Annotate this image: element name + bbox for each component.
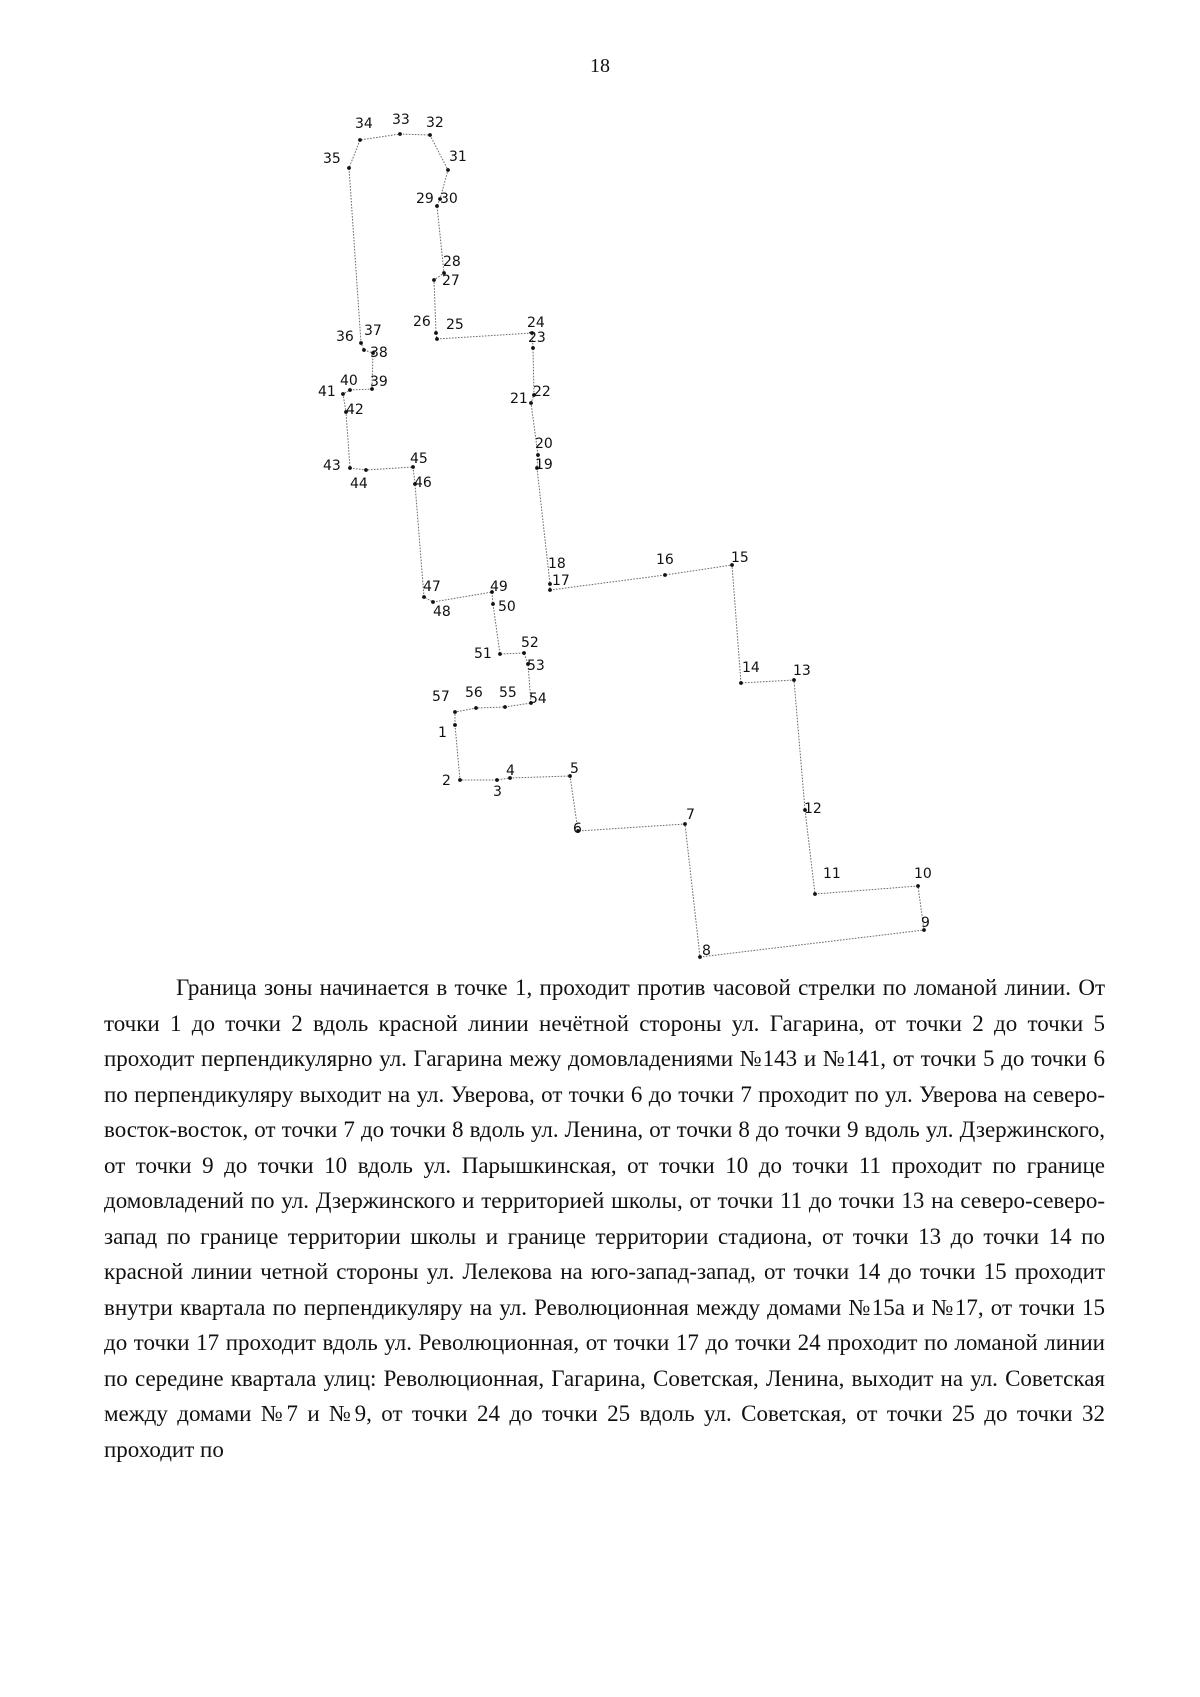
point-label-27: 27: [442, 273, 460, 289]
point-label-51: 51: [474, 646, 492, 662]
point-label-3: 3: [493, 784, 502, 800]
boundary-point-34: [358, 138, 362, 142]
boundary-point-27: [432, 278, 436, 282]
point-label-39: 39: [370, 374, 388, 390]
boundary-point-56: [474, 706, 478, 710]
boundary-points: [341, 132, 926, 959]
page-number: 18: [590, 55, 610, 77]
boundary-point-41: [341, 392, 345, 396]
point-label-30: 30: [440, 191, 458, 207]
point-label-22: 22: [533, 384, 551, 400]
point-label-24: 24: [527, 315, 545, 331]
point-label-40: 40: [340, 373, 358, 389]
zone-boundary-line: [343, 134, 924, 957]
point-label-12: 12: [804, 801, 822, 817]
boundary-point-16: [663, 573, 667, 577]
point-label-5: 5: [570, 761, 579, 777]
point-label-25: 25: [446, 317, 464, 333]
point-label-50: 50: [498, 599, 516, 615]
point-label-10: 10: [914, 866, 932, 882]
point-label-45: 45: [410, 451, 428, 467]
point-label-31: 31: [449, 149, 467, 165]
boundary-point-14: [739, 681, 743, 685]
point-label-41: 41: [318, 384, 336, 400]
point-label-48: 48: [433, 604, 451, 620]
boundary-point-37: [362, 348, 366, 352]
boundary-description: Граница зоны начинается в точке 1, проходит против часовой стрелки по ломаной линии. От точки 1 до точки 2 вдоль красной линии нечётной стороны ул. Гагарина, от точки 2 до точки 5 проходит перпендикулярно ул. Гагарина межу домовладениями №143 и №141, от точки 5 до точки 6 по перпендикуляру выходит на ул. Уверова, от точки 6 до точки 7 проходит по ул. Уверова на северо-восток-восток, от точки 7 до точки 8 вдоль ул. Ленина, от точки 8 до точки 9 вдоль ул. Дзержинского, от точки 9 до точки 10 вдоль ул. Парышкинская, от точки 10 до точки 11 проходит по границе домовладений по ул. Дзержинского и территорией школы, от точки 11 до точки 13 на северо-северо-запад по границе территории школы и границе территории стадиона, от точки 13 до точки 14 по красной линии четной стороны ул. Лелекова на юго-запад-запад, от точки 14 до точки 15 проходит внутри квартала по перпендикуляру на ул. Революционная между домами №15а и №17, от точки 15 до точки 17 проходит вдоль ул. Революционная, от точки 17 до точки 24 проходит по ломаной линии по середине квартала улиц: Революционная, Гагарина, Советская, Ленина, выходит на ул. Советская между домами №7 и №9, от точки 24 до точки 25 вдоль ул. Советская, от точки 25 до точки 32 проходит по: [104, 975, 1105, 1462]
point-label-26: 26: [413, 314, 431, 330]
point-label-32: 32: [426, 115, 444, 131]
point-label-49: 49: [490, 579, 508, 595]
boundary-point-1: [453, 723, 457, 727]
point-label-46: 46: [414, 475, 432, 491]
point-label-38: 38: [370, 345, 388, 361]
point-label-43: 43: [323, 458, 341, 474]
boundary-point-29: [435, 204, 439, 208]
point-label-17: 17: [552, 573, 570, 589]
point-label-53: 53: [527, 658, 545, 674]
boundary-point-21: [529, 401, 533, 405]
point-label-37: 37: [364, 323, 382, 339]
point-label-4: 4: [506, 763, 515, 779]
point-label-56: 56: [465, 685, 483, 701]
point-label-1: 1: [438, 725, 447, 741]
boundary-point-47: [422, 595, 426, 599]
point-label-52: 52: [521, 635, 539, 651]
boundary-point-10: [916, 884, 920, 888]
point-label-35: 35: [323, 151, 341, 167]
point-label-8: 8: [702, 943, 711, 959]
point-label-29: 29: [416, 191, 434, 207]
boundary-point-2: [458, 778, 462, 782]
point-label-47: 47: [423, 579, 441, 595]
point-label-20: 20: [535, 436, 553, 452]
point-label-36: 36: [336, 329, 354, 345]
boundary-point-31: [446, 168, 450, 172]
boundary-point-44: [364, 468, 368, 472]
boundary-point-51: [498, 652, 502, 656]
point-label-7: 7: [686, 807, 695, 823]
point-label-19: 19: [535, 457, 553, 473]
boundary-point-23: [531, 346, 535, 350]
boundary-point-3: [495, 778, 499, 782]
point-label-11: 11: [823, 866, 841, 882]
point-label-55: 55: [499, 685, 517, 701]
point-label-23: 23: [528, 330, 546, 346]
point-label-15: 15: [731, 550, 749, 566]
boundary-point-57: [453, 710, 457, 714]
boundary-point-55: [503, 705, 507, 709]
point-label-54: 54: [529, 691, 547, 707]
point-label-2: 2: [442, 773, 451, 789]
point-label-16: 16: [656, 552, 674, 568]
boundary-point-33: [398, 132, 402, 136]
point-label-42: 42: [346, 402, 364, 418]
point-label-14: 14: [742, 660, 760, 676]
point-label-34: 34: [355, 116, 373, 132]
boundary-point-25: [435, 337, 439, 341]
point-label-13: 13: [793, 663, 811, 679]
boundary-point-43: [348, 466, 352, 470]
point-label-33: 33: [392, 112, 410, 128]
point-label-44: 44: [350, 476, 368, 492]
point-label-6: 6: [573, 821, 582, 837]
boundary-point-26: [434, 331, 438, 335]
boundary-point-32: [428, 133, 432, 137]
point-label-57: 57: [432, 689, 450, 705]
point-label-9: 9: [921, 915, 930, 931]
boundary-point-52: [522, 651, 526, 655]
point-label-28: 28: [443, 254, 461, 270]
boundary-point-36: [359, 341, 363, 345]
boundary-point-11: [813, 892, 817, 896]
point-labels: [318, 112, 932, 959]
boundary-point-50: [491, 602, 495, 606]
point-label-18: 18: [548, 556, 566, 572]
boundary-point-35: [347, 166, 351, 170]
point-label-21: 21: [510, 391, 528, 407]
